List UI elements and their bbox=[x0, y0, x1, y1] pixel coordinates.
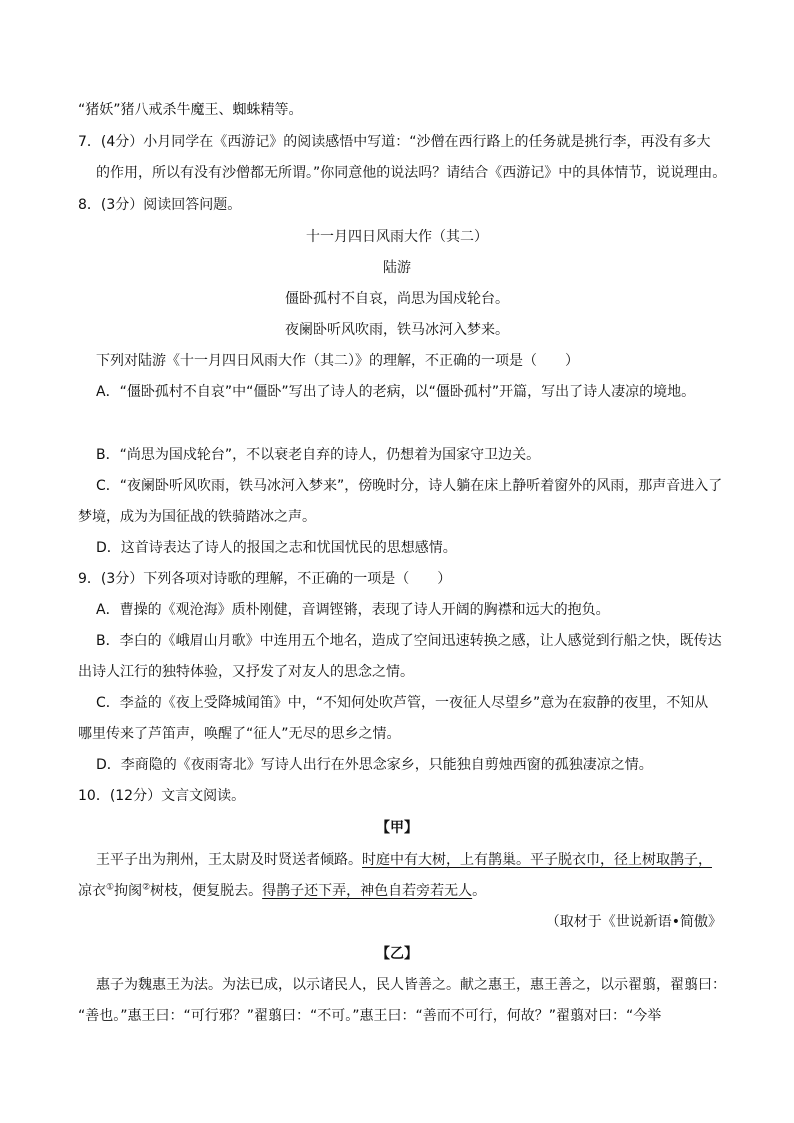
q8-header: 8．(3分）阅读回答问题。 bbox=[78, 197, 242, 213]
passage-yi-line-2: “善也。”惠王曰：“可行邪？”翟翦曰：“不可。”惠王曰：“善而不可行，何故？”翟翦对曰：“今举 bbox=[78, 1008, 662, 1024]
poem-line-2: 夜阑卧听风吹雨，铁马冰河入梦来。 bbox=[285, 322, 509, 338]
q8-stem: 下列对陆游《十一月四日风雨大作（其二）》的理解，不正确的一项是（ ） bbox=[96, 353, 579, 369]
passage-jia-line-1 bbox=[96, 850, 712, 870]
passage-jia-line-2 bbox=[78, 881, 486, 901]
passage-jia-text: 凉衣 bbox=[78, 883, 106, 899]
footnote-marker: ② bbox=[142, 882, 151, 893]
q9-option-d: D．李商隐的《夜雨寄北》写诗人出行在外思念家乡，只能独自剪烛西窗的孤独凄凉之情。 bbox=[96, 757, 653, 773]
q7-line-1: 7．(4分）小月同学在《西游记》的阅读感悟中写道：“沙僧在西行路上的任务就是挑行李，再没有多大 bbox=[78, 134, 711, 150]
passage-jia-underlined-text: 得鹊子还下弄，神色自若旁若无人 bbox=[262, 883, 473, 899]
q9-option-c-line-2: 哪里传来了芦笛声，唤醒了“征人”无尽的思乡之情。 bbox=[78, 726, 401, 742]
q8-option-a: A．“僵卧孤村不自哀”中“僵卧”写出了诗人的老病，以“僵卧孤村”开篇，写出了诗人凄凉的境地。 bbox=[96, 384, 696, 400]
poem-line-1: 僵卧孤村不自哀，尚思为国戍轮台。 bbox=[285, 291, 509, 307]
q10-header: 10．(12分）文言文阅读。 bbox=[78, 788, 246, 804]
passage-jia-text: 树枝，便复脱去。 bbox=[150, 883, 263, 899]
q9-option-c-line-1: C．李益的《夜上受降城闻笛》中，“不知何处吹芦管，一夜征人尽望乡”意为在寂静的夜里，不知从 bbox=[96, 695, 709, 711]
q9-option-b-line-1: B．李白的《峨眉山月歌》中连用五个地名，造成了空间迅速转换之感，让人感觉到行船之快，既传达 bbox=[96, 633, 722, 649]
passage-jia-underlined-text: 时庭中有大树，上有鹊巢。平子脱衣巾，径上树取鹊子， bbox=[362, 852, 712, 868]
passage-yi-title: 【乙】 bbox=[376, 946, 418, 962]
q9-option-a: A．曹操的《观沧海》质朴刚健，音调铿锵，表现了诗人开阔的胸襟和远大的抱负。 bbox=[96, 602, 610, 618]
passage-yi-line-1: 惠子为魏惠王为法。为法已成，以示诸民人，民人皆善之。献之惠王，惠王善之，以示翟翦，翟翦曰： bbox=[96, 977, 726, 993]
intro-line: “猪妖”猪八戒杀牛魔王、蜘蛛精等。 bbox=[78, 102, 303, 118]
q9-header: 9．(3分）下列各项对诗歌的理解，不正确的一项是（ ） bbox=[78, 571, 452, 587]
poem-title: 十一月四日风雨大作（其二） bbox=[306, 229, 488, 245]
q8-option-b: B．“尚思为国戍轮台”，不以衰老自弃的诗人，仍想着为国家守卫边关。 bbox=[96, 447, 541, 463]
q8-option-c-line-2: 梦境，成为为国征战的铁骑踏冰之声。 bbox=[78, 509, 316, 525]
passage-jia-title: 【甲】 bbox=[376, 820, 418, 836]
passage-jia-text: 。 bbox=[472, 883, 487, 899]
q7-line-2: 的作用，所以有没有沙僧都无所谓。”你同意他的说法吗？请结合《西游记》中的具体情节，说说理由。 bbox=[96, 165, 727, 181]
q8-option-d: D．这首诗表达了诗人的报国之志和忧国忧民的思想感情。 bbox=[96, 540, 457, 556]
q9-option-b-line-2: 出诗人江行的独特体验，又抒发了对友人的思念之情。 bbox=[78, 664, 414, 680]
passage-jia-text: 王平子出为荆州，王太尉及时贤送者倾路。 bbox=[96, 852, 362, 868]
poem-author: 陆游 bbox=[383, 260, 411, 276]
q8-option-c-line-1: C．“夜阑卧听风吹雨，铁马冰河入梦来”，傍晚时分，诗人躺在床上静听着窗外的风雨，那声音进入了 bbox=[96, 478, 723, 494]
passage-jia-text: 拘阂 bbox=[114, 883, 143, 899]
footnote-marker: ① bbox=[106, 882, 115, 893]
passage-jia-source: （取材于《世说新语•简傲》 bbox=[545, 914, 722, 930]
